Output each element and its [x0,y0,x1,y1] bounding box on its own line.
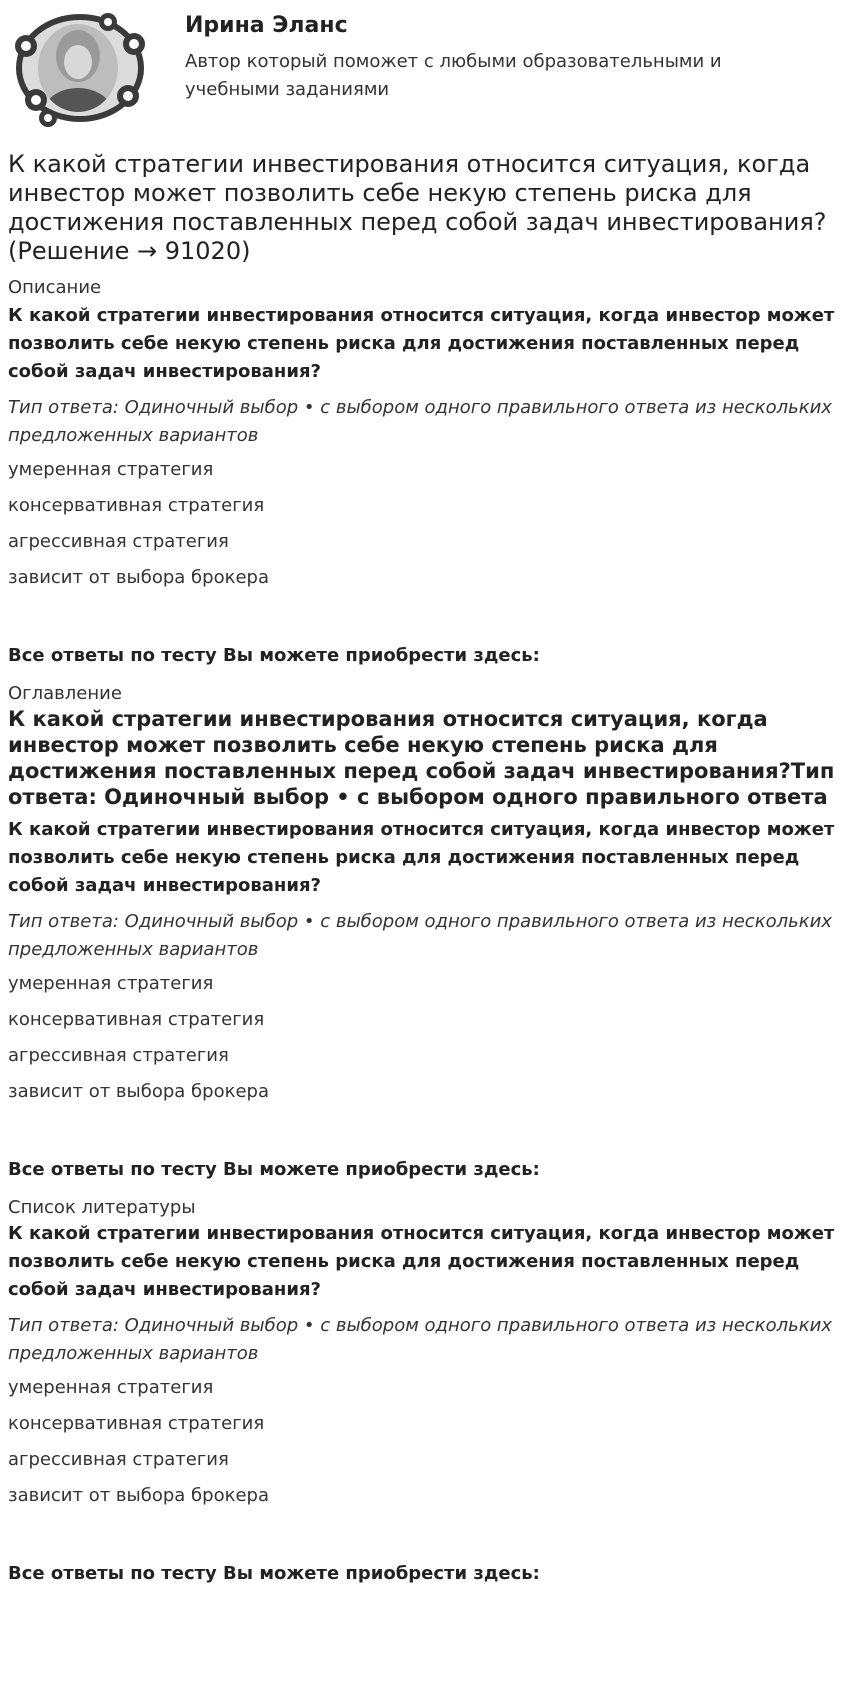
author-name: Ирина Эланс [185,13,348,38]
section-label: Описание [8,277,102,298]
answer-option: консервативная стратегия [8,1009,265,1030]
answer-option: консервативная стратегия [8,495,265,516]
description-section [8,276,838,668]
answer-option: агрессивная стратегия [8,1045,229,1066]
answer-option: умеренная стратегия [8,1377,214,1398]
toc-heading: К какой стратегии инвестирования относится ситуация, когда инвестор может позволить себе некую степень риска для достижения поставленных перед собой задач инвестирования?Тип ответа: Одиночный выбор • с выбором одного правильного ответа [8,707,835,809]
answer-option: зависит от выбора брокера [8,1081,269,1102]
answer-option: зависит от выбора брокера [8,567,269,588]
author-description: Автор который поможет с любыми образовательными и учебными заданиями [185,51,722,100]
contents-section [8,682,838,1182]
page-title: К какой стратегии инвестирования относится ситуация, когда инвестор может позволить себе некую степень риска для достижения поставленных перед собой задач инвестирования? (Решение → 91020) [8,150,827,265]
question-text: К какой стратегии инвестирования относится ситуация, когда инвестор может позволить себе некую степень риска для достижения поставленных перед собой задач инвестирования? [8,305,835,382]
answer-option: агрессивная стратегия [8,1449,229,1470]
answer-option: умеренная стратегия [8,459,214,480]
buy-answers-link[interactable]: Все ответы по тесту Вы можете приобрести здесь: [8,645,540,666]
section-label: Оглавление [8,683,122,704]
answer-option: зависит от выбора брокера [8,1485,269,1506]
answer-type-text: Тип ответа: Одиночный выбор • с выбором одного правильного ответа из нескольких предложенных вариантов [8,911,832,960]
author-card [0,0,847,140]
section-label: Список литературы [8,1197,196,1218]
main-content [8,150,838,1586]
question-text: К какой стратегии инвестирования относится ситуация, когда инвестор может позволить себе некую степень риска для достижения поставленных перед собой задач инвестирования? [8,819,835,896]
answer-option: консервативная стратегия [8,1413,265,1434]
references-section [8,1196,838,1586]
buy-answers-link[interactable]: Все ответы по тесту Вы можете приобрести здесь: [8,1563,540,1584]
answer-option: умеренная стратегия [8,973,214,994]
answer-option: агрессивная стратегия [8,531,229,552]
buy-answers-link[interactable]: Все ответы по тесту Вы можете приобрести здесь: [8,1159,540,1180]
answer-type-text: Тип ответа: Одиночный выбор • с выбором одного правильного ответа из нескольких предложенных вариантов [8,1315,832,1364]
question-text: К какой стратегии инвестирования относится ситуация, когда инвестор может позволить себе некую степень риска для достижения поставленных перед собой задач инвестирования? [8,1223,835,1300]
author-avatar [8,8,150,128]
answer-type-text: Тип ответа: Одиночный выбор • с выбором одного правильного ответа из нескольких предложенных вариантов [8,397,832,446]
